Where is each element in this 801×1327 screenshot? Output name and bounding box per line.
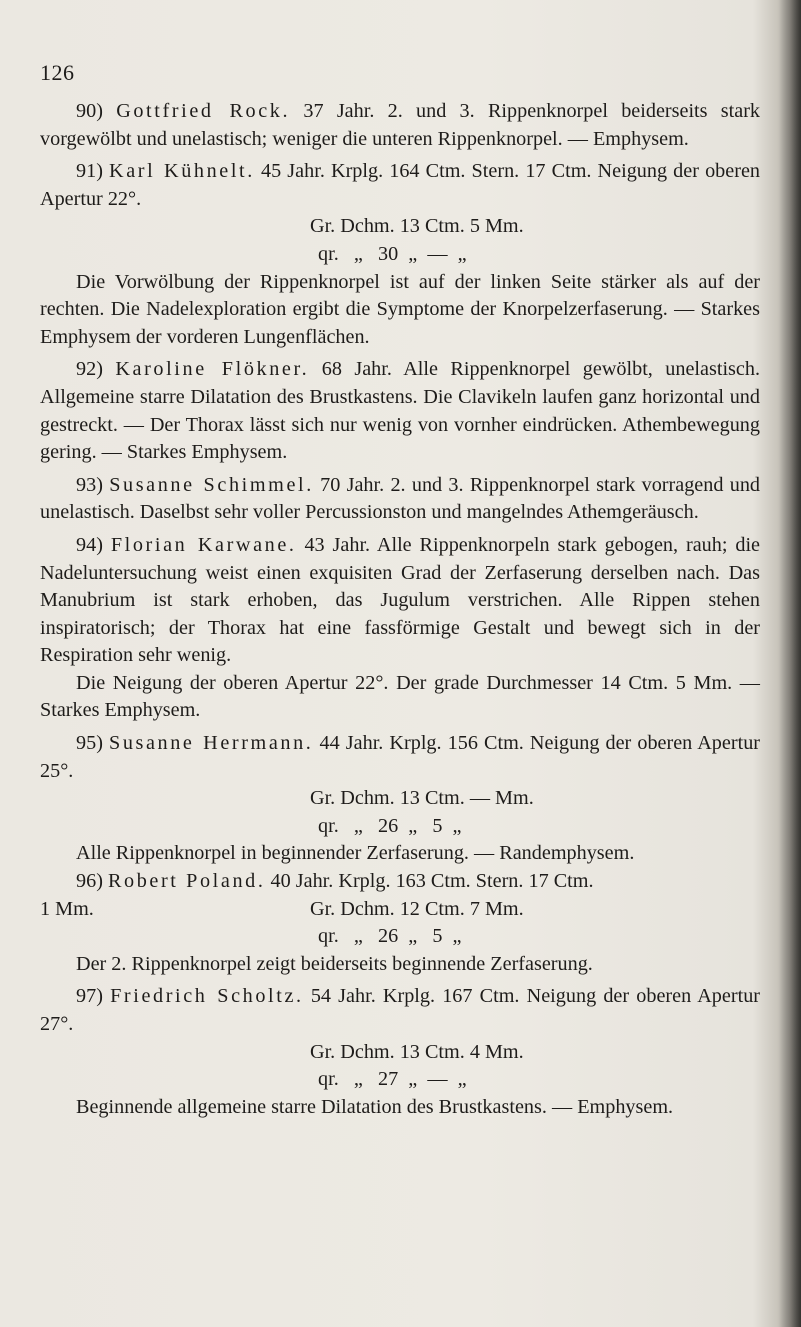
entry-number: 90) bbox=[76, 100, 103, 122]
entry-number: 92) bbox=[76, 358, 103, 381]
measure-lead: 1 Mm. bbox=[40, 897, 94, 920]
patient-name: Robert Poland. bbox=[107, 870, 266, 893]
patient-name: Susanne Herrmann. bbox=[109, 732, 314, 755]
patient-name: Karl Kühnelt. bbox=[109, 160, 255, 183]
page-body bbox=[40, 98, 760, 1121]
patient-name: Karoline Flökner. bbox=[115, 358, 310, 381]
measure-qr-text: qr. „ 26 „ 5 „ bbox=[318, 814, 462, 837]
measure-qr-text: qr. „ 26 „ 5 „ bbox=[318, 925, 462, 948]
entry-number: 91) bbox=[76, 160, 103, 183]
measure-gr-text: Gr. Dchm. 12 Ctm. 7 Mm. bbox=[310, 897, 524, 920]
measure-qr bbox=[40, 1066, 760, 1094]
measure-qr bbox=[40, 241, 760, 269]
measure-qr bbox=[40, 923, 760, 951]
measure-qr bbox=[40, 813, 760, 841]
entry-text: 40 Jahr. Krplg. 163 Ctm. Stern. 17 Ctm. bbox=[270, 870, 594, 893]
entry-text: 70 Jahr. 2. und 3. Rippenknorpel stark vorragend und unelastisch. Daselbst sehr voller Percussionston und mangelndes Athemgeräusch. bbox=[40, 473, 761, 524]
entry-number: 96) bbox=[76, 870, 103, 893]
patient-name: Gottfried Rock. bbox=[116, 100, 291, 122]
book-spine-shadow bbox=[779, 0, 801, 1327]
entry-text: 68 Jahr. Alle Rippenknorpel gewölbt, unelastisch. Allgemeine starre Dilatation des Brustkastens. Die Clavikeln laufen ganz horizontal und gestreckt. — Der Thorax lässt sich nur wenig von vornher eindrücken. Athembewegung gering. — Starkes Emphysem. bbox=[40, 358, 761, 464]
entry-94 bbox=[40, 532, 760, 670]
entry-96-notes: Der 2. Rippenknorpel zeigt beiderseits beginnende Zerfaserung. bbox=[76, 952, 593, 975]
entry-text: 45 Jahr. Krplg. 164 Ctm. Stern. 17 Ctm. Neigung der oberen Apertur 22°. bbox=[40, 160, 760, 210]
entry-number: 95) bbox=[76, 732, 103, 755]
entry-95-notes: Alle Rippenknorpel in beginnender Zerfaserung. — Randemphysem. bbox=[76, 842, 635, 865]
measure-gr: Gr. Dchm. 13 Ctm. 5 Mm. bbox=[310, 215, 524, 238]
entry-91-notes: Die Vorwölbung der Rippenknorpel ist auf der linken Seite stärker als auf der rechten. Die Nadelexploration ergibt die Symptome der Knorpelzerfaserung. — Starkes Emphysem der vorderen Lungenflächen. bbox=[40, 270, 760, 348]
patient-name: Friedrich Scholtz. bbox=[110, 985, 304, 1008]
entry-97 bbox=[40, 983, 760, 1038]
entry-91 bbox=[40, 158, 760, 213]
entry-text: 44 Jahr. Krplg. 156 Ctm. Neigung der oberen Apertur 25°. bbox=[40, 732, 761, 782]
entry-94-notes: Die Neigung der oberen Apertur 22°. Der grade Durchmesser 14 Ctm. 5 Mm. — Starkes Emphysem. bbox=[40, 671, 760, 722]
entry-number: 94) bbox=[76, 533, 103, 556]
entry-92 bbox=[40, 356, 760, 466]
entry-95 bbox=[40, 730, 760, 785]
entry-text: 54 Jahr. Krplg. 167 Ctm. Neigung der oberen Apertur 27°. bbox=[40, 985, 761, 1035]
entry-96 bbox=[40, 868, 760, 896]
measure-qr-text: qr. „ 30 „ — „ bbox=[318, 242, 467, 265]
measure-gr: Gr. Dchm. 13 Ctm. — Mm. bbox=[310, 787, 534, 810]
measure-qr-text: qr. „ 27 „ — „ bbox=[318, 1068, 467, 1091]
patient-name: Susanne Schimmel. bbox=[109, 473, 314, 496]
entry-number: 93) bbox=[76, 473, 103, 496]
patient-name: Florian Karwane. bbox=[110, 533, 297, 556]
entry-number: 97) bbox=[76, 985, 103, 1008]
measure-gr bbox=[40, 896, 760, 924]
page-number: 126 bbox=[40, 60, 75, 85]
measure-gr: Gr. Dchm. 13 Ctm. 4 Mm. bbox=[310, 1040, 524, 1063]
entry-93 bbox=[40, 472, 760, 527]
entry-text: 43 Jahr. Alle Rippenknorpeln stark gebogen, rauh; die Nadeluntersuchung weist einen exquisiten Grad der Zerfaserung derselben nach. Das Manubrium ist stark erhoben, das Jugulum verstrichen. Alle Rippen stehen inspiratorisch; der Thorax hat eine fassförmige Gestalt und bewegt sich in der Respiration sehr wenig. bbox=[40, 533, 761, 667]
entry-90 bbox=[40, 98, 760, 153]
entry-text: 37 Jahr. 2. und 3. Rippenknorpel beiderseits stark vorgewölbt und unelastisch; weniger die unteren Rippenknorpel. — Emphysem. bbox=[40, 100, 761, 150]
entry-97-notes: Beginnende allgemeine starre Dilatation des Brustkastens. — Emphysem. bbox=[76, 1095, 674, 1118]
